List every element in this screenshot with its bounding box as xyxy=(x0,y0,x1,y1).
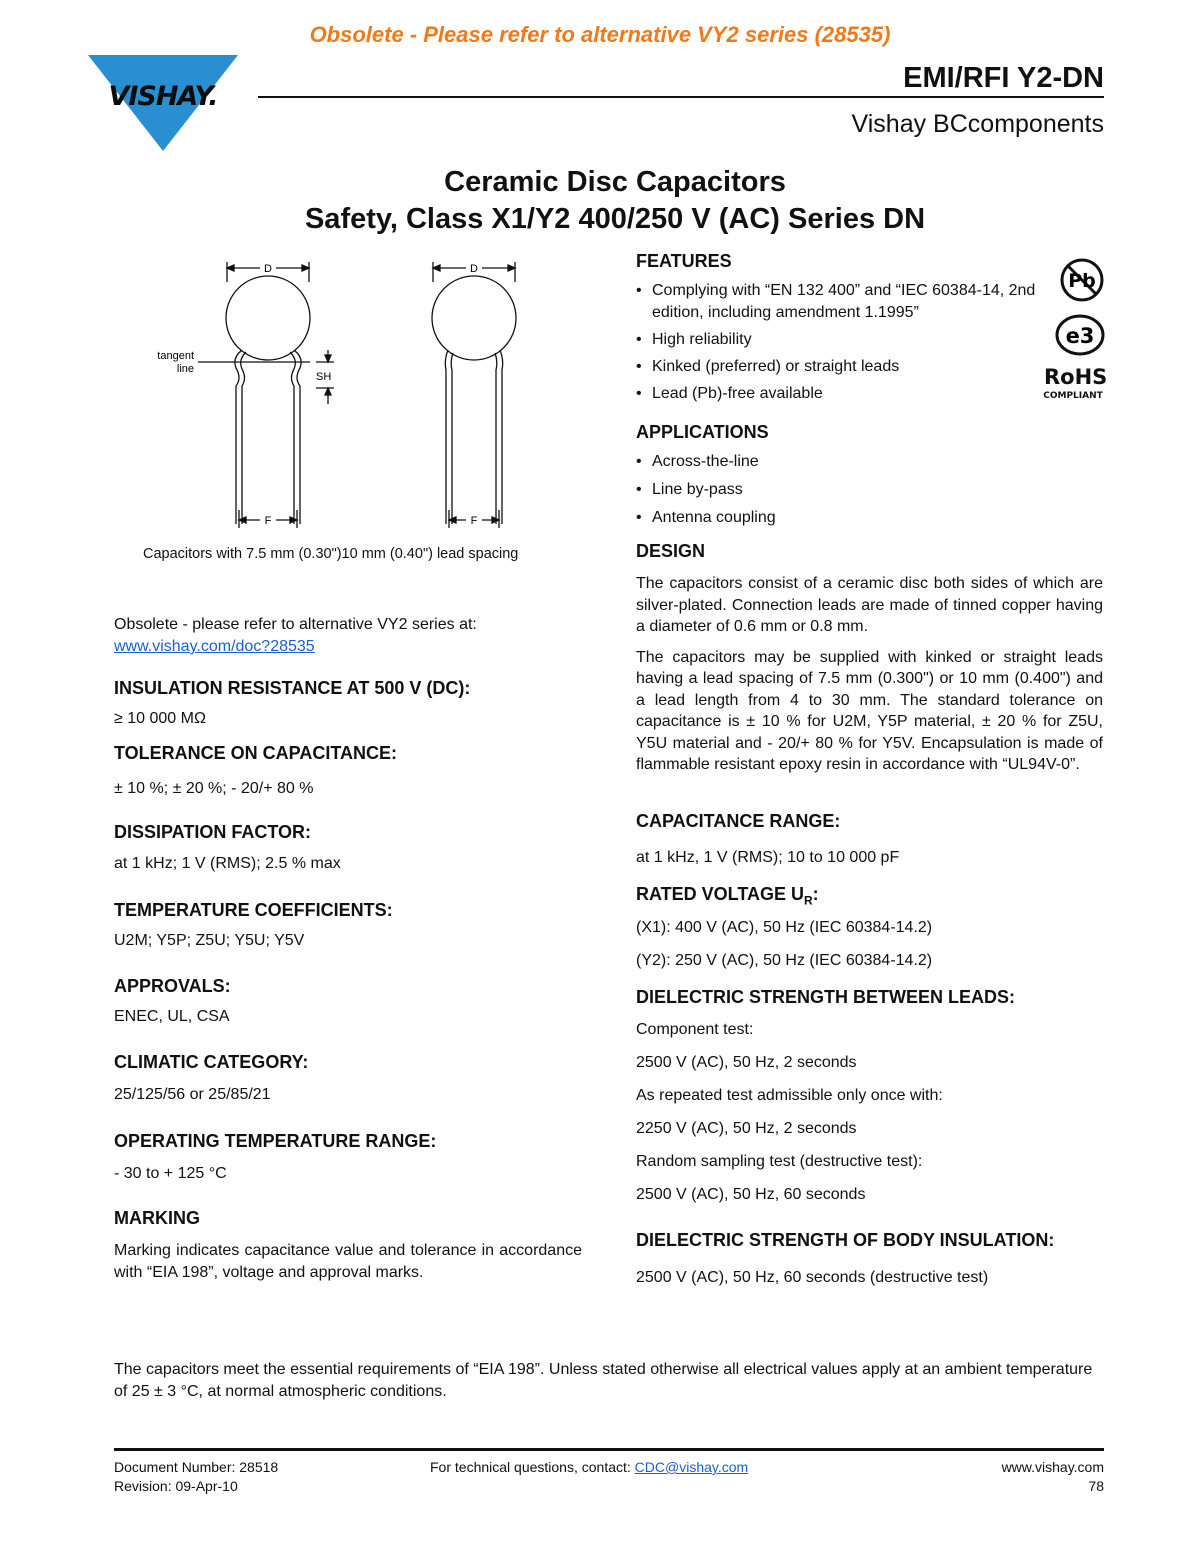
dielectric-leads-section xyxy=(636,987,1103,1206)
spec-approvals xyxy=(114,976,582,1028)
website-link[interactable]: www.vishay.com xyxy=(1001,1459,1104,1475)
pb-text: Pb xyxy=(1068,270,1096,292)
applications-section xyxy=(636,422,1103,529)
footer-contact xyxy=(430,1458,748,1477)
approvals-heading: APPROVALS: xyxy=(114,976,231,996)
document-title xyxy=(0,164,1200,238)
marking-heading: MARKING xyxy=(114,1208,200,1228)
rohs-label: RoHS xyxy=(1044,365,1108,389)
spec-climatic xyxy=(114,1052,582,1106)
rated-voltage-x1: (X1): 400 V (AC), 50 Hz (IEC 60384-14.2) xyxy=(636,918,933,936)
dielectric-body-value: 2500 V (AC), 50 Hz, 60 seconds (destructive test) xyxy=(636,1269,989,1286)
tolerance-heading: TOLERANCE ON CAPACITANCE: xyxy=(114,743,397,763)
operating-temp-value: - 30 to + 125 °C xyxy=(114,1165,227,1182)
climatic-heading: CLIMATIC CATEGORY: xyxy=(114,1052,309,1072)
pb-free-icon xyxy=(1046,255,1108,305)
climatic-value: 25/125/56 or 25/85/21 xyxy=(114,1086,271,1103)
application-item: • Line by-pass xyxy=(636,479,1103,501)
spec-insulation xyxy=(114,678,582,730)
sh-label: SH xyxy=(316,371,332,383)
obsolete-note: Obsolete - please refer to alternative VY2 series at: xyxy=(114,616,477,633)
title-line-1: Ceramic Disc Capacitors xyxy=(444,166,786,198)
application-item: • Antenna coupling xyxy=(636,507,1103,529)
document-number: Document Number: 28518 xyxy=(114,1459,279,1475)
rated-voltage-subscript: R xyxy=(804,893,813,908)
insulation-heading: INSULATION RESISTANCE AT 500 V (DC): xyxy=(114,678,471,698)
operating-temp-heading: OPERATING TEMPERATURE RANGE: xyxy=(114,1131,437,1151)
line-label: line xyxy=(176,363,194,375)
spec-tolerance xyxy=(114,743,582,800)
rated-voltage-heading-text: RATED VOLTAGE U xyxy=(636,884,804,904)
figure-caption: Capacitors with 7.5 mm (0.30")10 mm (0.40") lead spacing xyxy=(143,546,519,562)
revision-date: Revision: 09-Apr-10 xyxy=(114,1478,238,1494)
pb-free-badge xyxy=(1046,255,1108,305)
design-paragraph-2: The capacitors may be supplied with kinked or straight leads having a lead spacing of 7.5 mm (0.300") or 10 mm (0.400") and a lead length from 4 to 30 mm. The standard tolerance on capacitance is ± 10 % for U2M, Y5P material, ± 20 % for Z5U, Y5U material and - 20/+ 80 % for Y5V. Encapsulation is made of flammable resistant epoxy resin in accordance with “UL94V-0”. xyxy=(636,648,1103,773)
design-paragraph-1: The capacitors consist of a ceramic disc both sides of which are silver-plated. Connection leads are made of tinned copper having a diameter of 0.6 mm or 0.8 mm. xyxy=(636,575,1103,635)
contact-email-link[interactable]: CDC@vishay.com xyxy=(634,1459,749,1475)
dielectric-leads-line: As repeated test admissible only once with: xyxy=(636,1087,943,1104)
d-label-left: D xyxy=(264,263,272,275)
general-note-text: The capacitors meet the essential requirements of “EIA 198”. Unless stated otherwise all electrical values apply at an ambient temperature of 25 ± 3 °C, at normal atmospheric conditions. xyxy=(114,1361,1093,1400)
capacitance-heading: CAPACITANCE RANGE: xyxy=(636,811,841,831)
dissipation-heading: DISSIPATION FACTOR: xyxy=(114,822,312,842)
marking-value: Marking indicates capacitance value and tolerance in accordance with “EIA 198”, voltage and approval marks. xyxy=(114,1242,582,1281)
product-code: EMI/RFI Y2-DN xyxy=(903,62,1104,94)
rated-voltage-colon: : xyxy=(812,884,819,904)
approvals-value: ENEC, UL, CSA xyxy=(114,1008,230,1025)
tolerance-value: ± 10 %; ± 20 %; - 20/+ 80 % xyxy=(114,780,314,797)
spec-dissipation xyxy=(114,822,582,875)
title-line-2: Safety, Class X1/Y2 400/250 V (AC) Series DN xyxy=(304,203,926,235)
tangent-label: tangent xyxy=(157,350,194,362)
footer-right xyxy=(1002,1458,1104,1496)
feature-item: • Complying with “EN 132 400” and “IEC 60384-14, 2nd edition, including amendment 1.1995” xyxy=(636,280,1036,324)
rated-voltage-heading xyxy=(636,884,1103,908)
capacitance-section xyxy=(636,811,1103,869)
alternative-series-link[interactable]: www.vishay.com/doc?28535 xyxy=(114,638,315,655)
rated-voltage-y2: (Y2): 250 V (AC), 50 Hz (IEC 60384-14.2) xyxy=(636,951,933,969)
dielectric-leads-line: 2500 V (AC), 50 Hz, 60 seconds xyxy=(636,1186,866,1203)
spec-operating-temperature xyxy=(114,1131,582,1185)
dielectric-leads-line: 2500 V (AC), 50 Hz, 2 seconds xyxy=(636,1054,857,1071)
design-section xyxy=(636,541,1103,776)
rated-voltage-section xyxy=(636,884,1103,972)
capacitor-drawing-svg xyxy=(110,252,590,537)
spec-temperature-coefficients xyxy=(114,900,582,952)
f-label-right: F xyxy=(470,515,478,527)
vishay-logo xyxy=(88,53,238,153)
header-rule xyxy=(258,96,1104,98)
insulation-value: ≥ 10 000 MΩ xyxy=(114,710,206,727)
page-number: 78 xyxy=(1088,1478,1104,1494)
e3-text: e3 xyxy=(1065,324,1095,348)
footer-left xyxy=(114,1458,278,1496)
dielectric-body-section xyxy=(636,1230,1103,1289)
rohs-compliant-label: COMPLIANT xyxy=(1043,391,1103,401)
capacitance-value: at 1 kHz, 1 V (RMS); 10 to 10 000 pF xyxy=(636,849,900,866)
e3-icon xyxy=(1054,313,1106,357)
capacitor-drawing xyxy=(110,252,590,537)
dielectric-leads-line: Random sampling test (destructive test): xyxy=(636,1153,923,1170)
logo-text: VISHAY. xyxy=(108,81,218,112)
feature-item: • Kinked (preferred) or straight leads xyxy=(636,356,1036,378)
manufacturer-name: Vishay BCcomponents xyxy=(851,110,1104,138)
temp-coeff-value: U2M; Y5P; Z5U; Y5U; Y5V xyxy=(114,932,305,949)
obsolete-banner: Obsolete - Please refer to alternative VY2 series (28535) xyxy=(309,22,891,47)
features-section xyxy=(636,251,1036,405)
general-note xyxy=(114,1359,1104,1403)
features-heading: FEATURES xyxy=(636,251,732,271)
design-heading: DESIGN xyxy=(636,541,706,561)
f-label-left: F xyxy=(264,515,272,527)
d-label-right: D xyxy=(470,263,478,275)
dielectric-leads-heading: DIELECTRIC STRENGTH BETWEEN LEADS: xyxy=(636,987,1016,1007)
obsolete-note-block xyxy=(114,614,582,658)
temp-coeff-heading: TEMPERATURE COEFFICIENTS: xyxy=(114,900,393,920)
application-item: • Across-the-line xyxy=(636,451,1103,473)
applications-heading: APPLICATIONS xyxy=(636,422,769,442)
dielectric-leads-line: Component test: xyxy=(636,1021,754,1038)
spec-marking xyxy=(114,1208,582,1284)
footer-rule xyxy=(114,1448,1104,1451)
contact-prefix: For technical questions, contact: xyxy=(430,1459,635,1475)
dissipation-value: at 1 kHz; 1 V (RMS); 2.5 % max xyxy=(114,855,341,872)
dielectric-leads-line: 2250 V (AC), 50 Hz, 2 seconds xyxy=(636,1120,857,1137)
feature-item: • High reliability xyxy=(636,329,1036,351)
feature-item: • Lead (Pb)-free available xyxy=(636,383,1036,405)
dielectric-body-heading: DIELECTRIC STRENGTH OF BODY INSULATION: xyxy=(636,1230,1055,1250)
e3-badge xyxy=(1054,313,1106,357)
